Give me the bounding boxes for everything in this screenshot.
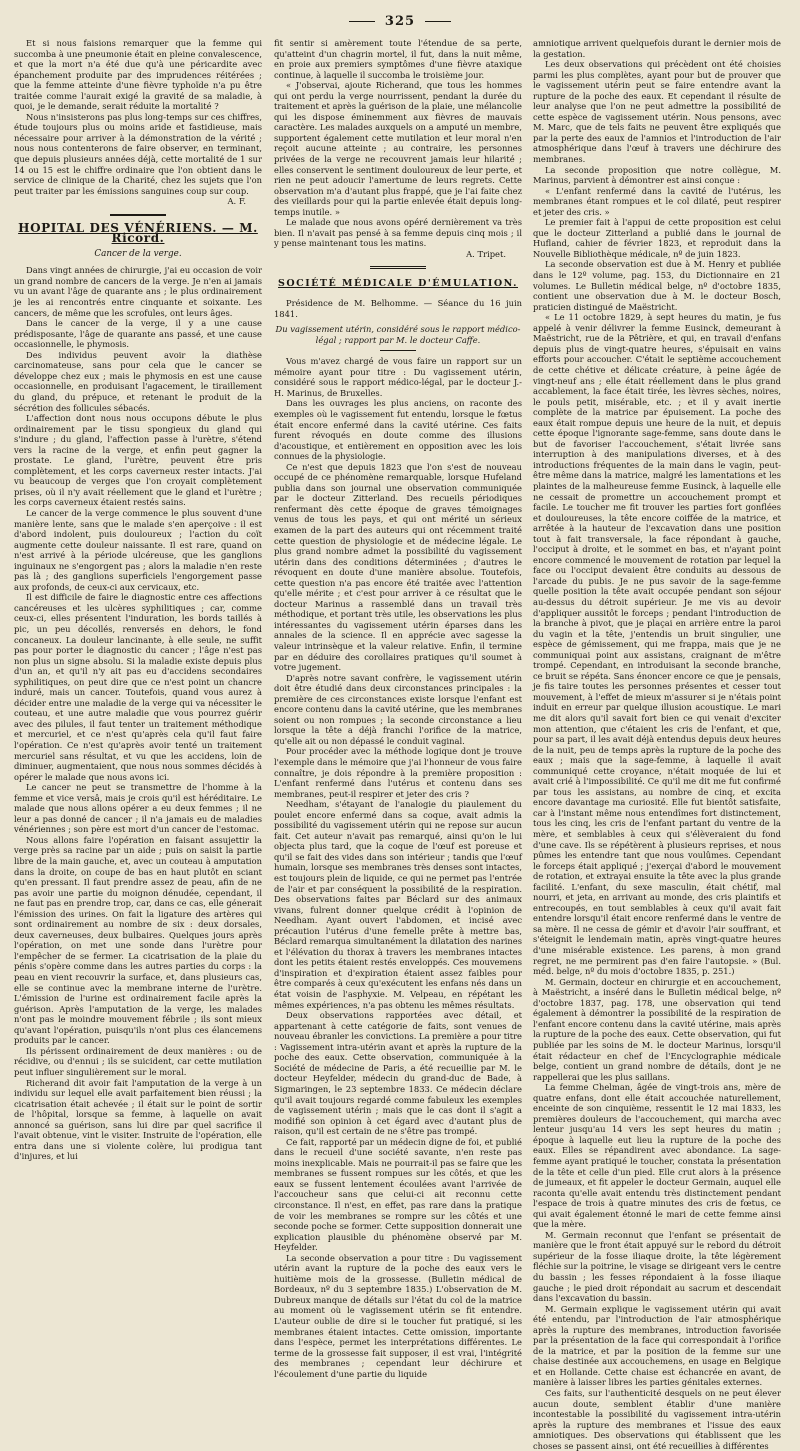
paragraph: Le cancer de la verge commence le plus souvent d'une manière lente, sans que le malade s'en aperçoive : il est d'abord indolent, puis douloureux ; l'action du coït augmente cette douleur naissante. Il est rare, quand on n'est arrivé à la période ulcéreuse, que les ganglions inguinaux ne s'engorgent pas ; alors la maladie n'en reste pas là ; des ganglions superficiels l'engorgement passe aux profonds, de ceux-ci aux cervicaux, etc.: [14, 507, 262, 592]
paragraph: M. Germain, docteur en chirurgie et en accouchement, à Maëstricht, a inséré dans le Bulletin médical belge, nº d'octobre 1837, pag. 178, une observation qui tend également à démontrer la possibilité de la respiration de l'enfant encore contenu dans la cavité utérine, mais après la rupture de la poche des eaux. Cette observation, qui fut publiée par les soins de M. le docteur Marinus, lorsqu'il était rédacteur en chef de l'Encyclographie médicale belge, contient un grand nombre de détails, dont je ne rappellerai que les plus saillans.: [533, 976, 781, 1082]
paragraph: Ils périssent ordinairement de deux manières : ou de récidive, ou d'ennui ; ils se suicident, car cette mutilation peut influer singulièrement sur le moral.: [14, 1045, 262, 1077]
author-signature: A. Tripet.: [466, 248, 506, 259]
paragraph: Vous m'avez chargé de vous faire un rapport sur un mémoire ayant pour titre : Du vagissement utérin, considéré sous le rapport médico-légal, par le docteur J.-H. Marinus, de Bruxelles.: [274, 356, 522, 398]
paragraph: Il est difficile de faire le diagnostic entre ces affections cancéreuses et les ulcères syphilitiques ; car, comme ceux-ci, elles présentent l'induration, les bords taillés à pic, un peu décollés, renversés en dehors, le fond concaneux. La douleur lancinante, à elle seule, ne suffit pas pour porter le diagnostic du cancer ; l'âge n'est pas non plus un signe absolu. Si la maladie existe depuis plus d'un an, et qu'il n'y ait pas eu d'accidens secondaires syphilitiques, on peut dire que ce n'est point un chancre induré, mais un cancer. Toutefois, quand vous aurez à décider entre une maladie de la verge qui va nécessiter le couteau, et une autre maladie que vous pourrez guérir avec des pilules, il faut tenter un traitement méthodique et mercuriel, et ce n'est qu'après cela qu'il faut faire l'opération. Ce n'est qu'après avoir tenté un traitement mercuriel sans résultat, et vu que les accidens, loin de diminuer, augmentaient, que nous nous sommes décidés à opérer le malade que nous avons ici.: [14, 592, 262, 782]
section-separator: [110, 214, 166, 216]
page-number-rule-right: [425, 21, 451, 22]
paragraph: Ces faits, sur l'authenticité desquels on ne peut élever aucun doute, semblent établir d'une manière incontestable la possibilité du vagissement intra-utérin après la rupture des membranes et l'issue des eaux amniotiques. Des observations qui établissent que les choses se passent ainsi, ont été recueillies à différentes: [533, 1388, 781, 1451]
paragraph: « J'observai, ajoute Richerand, que tous les hommes qui ont perdu la verge nourrissent, pendant la durée du traitement et après la guérison de la plaie, une mélancolie qui les dispose éminemment aux fièvres de mauvais caractère. Les malades auxquels on a amputé un membre, supportent également cette mutilation et leur moral n'en reçoit aucune atteinte ; au contraire, les personnes privées de la verge ne recouvrent jamais leur hilarité ; elles conservent le sentiment douloureux de leur perte, et rien ne peut adoucir l'amertume de leurs regrets. Cette observation m'a d'autant plus frappé, que je l'ai faite chez des vieillards pour qui la partie enlevée était depuis long-temps inutile. »: [274, 80, 522, 217]
paragraph: Nous allons faire l'opération en faisant assujettir la verge près sa racine par un aide ; puis on saisit la partie libre de la main gauche, et, avec un couteau à amputation dans la droite, on coupe de bas en haut plutôt en sciant qu'en pressant. Il faut prendre assez de peau, afin de ne pas avoir une partie du moignon dénudée, cependant, il ne faut pas en prendre trop, car, dans ce cas, elle génerait l'émission des urines. On fait la ligature des artères qui sont ordinairement au nombre de six : deux dorsales, deux caverneuses, deux bulbaires. Quelques jours après l'opération, on met une sonde dans l'urètre pour l'empêcher de se fermer. La cicatrisation de la plaie du pénis s'opère comme dans les autres parties du corps : la peau en vient recouvrir la surface, et, dans plusieurs cas, elle se continue avec la membrane interne de l'urètre. L'émission de l'urine est ordinairement facile après la guérison. Après l'amputation de la verge, les malades n'ont pas le moindre mouvement fébrile ; ils sont mieux qu'avant l'opération, puisqu'ils n'ont plus ces élancemens produits par le cancer.: [14, 834, 262, 1046]
paragraph: Le cancer ne peut se transmettre de l'homme à la femme et vice versâ, mais je crois qu'il est héréditaire. Le malade que nous allons opérer a eu deux femmes ; il ne leur a pas donné de cancer ; il n'a jamais eu de maladies vénériennes ; son père est mort d'un cancer de l'estomac.: [14, 782, 262, 835]
column-1: [14, 38, 262, 1186]
paragraph: M. Germain reconnut que l'enfant se présentait de manière que le front était appuyé sur le rebord du détroit supérieur de la fosse iliaque droite, la tête légèrement fléchie sur la poitrine, le visage se dirigeant vers le centre du bassin ; les fesses répondaient à la fosse iliaque gauche ; le pied droit répondait au sacrum et descendait dans l'excavation du bassin.: [533, 1229, 781, 1304]
paragraph: Et si nous faisions remarquer que la femme qui succomba à une pneumonie était en pleine convalescence, et que la mort n'a été due qu'à une péricardite avec épanchement produite par des imprudences réitérées ; que la femme atteinte d'une fièvre typhoïde n'a pu être traitée comme l'aurait exigé la gravité de sa maladie, à quoi, je le demande, serait réduite la mortalité ?: [14, 38, 262, 112]
paragraph: La seconde proposition que notre collègue, M. Marinus, parvient à démontrer est ainsi conçue :: [533, 164, 781, 186]
paragraph: Needham, s'étayant de l'analogie du piaulement du poulet encore enfermé dans sa coque, avait admis la possibilité du vagissement utérin qui ne repose sur aucun fait. Cet auteur n'avait pas remarqué, ainsi qu'on le lui objecta plus tard, que la coque de l'œuf est poreuse et qu'il se fait des vides dans son intérieur ; tandis que l'œuf humain, lorsque ses membranes très denses sont intactes, est toujours plein de liquide, ce qui ne permet pas l'entrée de l'air et par conséquent la possibilité de la respiration. Des observations faites par Béclard sur des animaux vivans, fulrent donner quelque crédit à l'opinion de Needham. Ayant ouvert l'abdomen, et incisé avec précaution l'utérus d'une femelle prête à mettre bas, Béclard remarqua simultanément la dilatation des narines et l'élévation du thorax à travers les membranes intactes dont les petits étaient restés enveloppés. Ces mouvemens d'inspiration et d'expiration étaient assez faibles pour être comparés à ceux qu'exécutent les enfans nés dans un état voisin de l'asphyxie. M. Velpeau, en répétant les mêmes expériences, n'a pas obtenu les mêmes résultats.: [274, 799, 522, 1010]
page-number: [0, 14, 800, 29]
section-heading-hospital: HOPITAL DES VÉNÉRIENS. — M. Ricord.: [18, 220, 258, 246]
paragraph: Dans le cancer de la verge, il y a une cause prédisposante, l'âge de quarante ans passé, et une cause occasionnelle, le phymosis.: [14, 318, 262, 350]
column-3: [533, 38, 781, 1451]
paragraph: Ce n'est que depuis 1823 que l'on s'est de nouveau occupé de ce phénomène remarquable, lorsque Hufeland publia dans son journal une observation communiquée par le docteur Zitterland. Des recueils périodiques renfermant dès cette époque de graves témoignages venus de tous les pays, et qui ont mérité un sérieux examen de la part des auteurs qui ont récemment traité cette question de physiologie et de médecine légale. Le plus grand nombre admet la possibilité du vagissement utérin dans des conditions déterminées ; d'autres le révoquent en doute d'une manière absolue. Toutefois, cette question n'a pas encore été traitée avec l'attention qu'elle mérite ; et c'est pour arriver à ce résultat que le docteur Marinus a rassemblé dans un travail très méthodique, et portant très utile, les observations les plus intéressantes du vagissement utérin éparses dans les annales de la science. Il en apprécie avec sagesse la valeur intrinsèque et la valeur relative. Enfin, il termine par en déduire des corollaires pratiques qu'il soumet à votre jugement.: [274, 461, 522, 673]
paragraph: Nous n'insisterons pas plus long-temps sur ces chiffres, étude toujours plus ou moins aride et fastidieuse, mais nécessaire pour arriver à la démonstration de la vérité ; nous nous contenterons de faire observer, en terminant, que depuis plusieurs années déjà, cette mortalité de 1 sur 14 ou 15 est le chiffre ordinaire que l'on obtient dans le service de clinique de la Charité, chez les sujets que l'on peut traiter par les émissions sanguines coup sur coup.: [14, 111, 262, 196]
paragraph: fit sentir si amèrement toute l'étendue de sa perte, qu'atteint d'un chagrin mortel, il fut, dans la nuit même, en proie aux premiers symptômes d'une fièvre ataxique continue, à laquelle il succomba le troisième jour.: [274, 38, 522, 80]
paragraph: Les deux observations qui précèdent ont été choisies parmi les plus complètes, ayant pour but de prouver que le vagissement utérin peut se faire entendre avant la rupture de la poche des eaux. Et cependant il résulte de leur analyse que l'on ne peut admettre la possibilité de cette espèce de vagissement utérin. Nous pensons, avec M. Marc, que de tels faits ne peuvent être expliqués que par la perte des eaux de l'amnios et l'introduction de l'air atmosphérique dans l'œuf à travers une déchirure des membranes.: [533, 59, 781, 165]
paragraph: Ce fait, rapporté par un médecin digne de foi, et publié dans le recueil d'une société savante, n'en reste pas moins inexplicable. Mais ne pourrait-il pas se faire que les membranes se fussent rompues sur les côtés, et que les eaux se fussent lentement écoulées avant l'arrivée de l'accoucheur sans que celui-ci ait reconnu cette circonstance. Il n'est, en effet, pas rare dans la pratique de voir les membranes se rompre sur les côtés et une seconde poche se former. Cette supposition donnerait une explication plausible du phénomène observé par M. Heyfelder.: [274, 1136, 522, 1253]
page-number-rule-left: [349, 21, 375, 22]
paragraph: L'affection dont nous nous occupons débute le plus ordinairement par le tissu spongieux du gland qui s'indure ; du gland, l'affection passe à l'urètre, s'étend vers la racine de la verge, et enfin peut gagner la prostate. Le gland, l'urètre, peuvent être pris complètement, et les corps caverneux rester intacts. J'ai vu beaucoup de verges que l'on croyait complètement prises, où il n'y avait réellement que le gland et l'urètre ; les corps caverneux étaient restés sains.: [14, 413, 262, 508]
paragraph: amniotique arrivent quelquefois durant le dernier mois de la gestation.: [533, 38, 781, 59]
paragraph: Le premier fait à l'appui de cette proposition est celui que le docteur Zitterland a publié dans le journal de Hufland, cahier de février 1823, et reproduit dans la Nouvelle Bibliothèque médicale, nº de juin 1823.: [533, 217, 781, 259]
title-rule: [380, 350, 416, 351]
session-line: Présidence de M. Belhomme. — Séance du 16 juin 1841.: [274, 298, 522, 319]
paragraph: Dans vingt années de chirurgie, j'ai eu occasion de voir un grand nombre de cancers de la verge. Je n'en ai jamais vu un avant l'âge de quarante ans ; le plus ordinairement je les ai rencontrés entre cinquante et soixante. Les cancers, de même que les scrofules, ont leurs âges.: [14, 265, 262, 318]
author-signature: A. F.: [227, 196, 246, 207]
paragraph: La seconde observation a pour titre : Du vagissement utérin avant la rupture de la poche des eaux vers le huitième mois de la grossesse. (Bulletin médical de Bordeaux, nº du 3 septembre 1835.) L'observation de M. Dubreux manque de détails sur l'état du col de la matrice au moment où le vagissement utérin se fit entendre. L'auteur oublie de dire si le toucher fut pratiqué, si les membranes étaient intactes. Cette omission, importante dans l'espèce, permet les interprétations différentes. Le terme de la grossesse fait supposer, il est vrai, l'intégrité des membranes ; cependant leur déchirure et l'écoulement d'une partie du liquide: [274, 1252, 522, 1379]
section-heading-society: SOCIÉTÉ MÉDICALE D'ÉMULATION.: [278, 278, 518, 290]
report-title: Du vagissement utérin, considéré sous le rapport médico-légal ; rapport par M. le docteur Caffe.: [275, 324, 521, 345]
section-subheading: Cancer de la verge.: [94, 248, 182, 259]
paragraph: Dans les ouvrages les plus anciens, on raconte des exemples où le vagissement fut entendu, lorsque le fœtus était encore enfermé dans la cavité utérine. Ces faits furent révoqués en doute comme des illusions d'acoustique, et entièrement en opposition avec les lois connues de la physiologie.: [274, 398, 522, 462]
paragraph: Deux observations rapportées avec détail, et appartenant à cette catégorie de faits, sont venues de nouveau ébranler les convictions. La première a pour titre : Vagissement intra-utérin avant et après la rupture de la poche des eaux. Cette observation, communiquée à la Société de médecine de Paris, a été recueillie par M. le docteur Heyfelder, médecin du grand-duc de Bade, à Sigmaringen, le 23 septembre 1833. Ce médecin déclare qu'il avait toujours regardé comme fabuleux les exemples de vagissement utérin ; mais que le cas dont il s'agit a modifié son opinion à cet égard avec d'autant plus de raison, qu'il est certain de ne s'être pas trompé.: [274, 1010, 522, 1137]
page-number-text: 325: [384, 14, 416, 29]
paragraph: Pour procéder avec la méthode logique dont je trouve l'exemple dans le mémoire que j'ai l'honneur de vous faire connaître, je dois répondre à la première proposition : L'enfant renfermé dans l'utérus et contenu dans ses membranes, peut-il respirer et jeter des cris ?: [274, 746, 522, 799]
paragraph: D'après notre savant confrère, le vagissement utérin doit être étudié dans deux circonstances principales : la première de ces circonstances existe lorsque l'enfant est encore contenu dans la cavité utérine, que les membranes soient ou non rompues ; la seconde circonstance a lieu lorsque la tête a déjà franchi l'orifice de la matrice, qu'elle ait ou non dépassé le conduit vaginal.: [274, 672, 522, 746]
column-2: [274, 38, 522, 1379]
paragraph: « L'enfant renfermé dans la cavité de l'utérus, les membranes étant rompues et le col dilaté, peut respirer et jeter des cris. »: [533, 185, 781, 217]
section-separator: [370, 266, 426, 269]
paragraph: « Le 11 octobre 1829, à sept heures du matin, je fus appelé à venir délivrer la femme Eusinck, demeurant à Maëstricht, rue de la Pêtrière, et qui, en travail d'enfans depuis plus de vingt-quatre heures, s'épuisait en vains efforts pour accoucher. C'était le septième accouchement de cette chétive et délicate créature, à peine âgée de vingt-neuf ans ; elle était réellement dans le plus grand accablement, la face était tirée, les lèvres sèches, noires, le pouls petit, misérable, etc. ; et il y avait inertie complète de la matrice par épuisement. La poche des eaux était rompue depuis une heure de la nuit, et depuis cette époque l'ignorante sage-femme, sans doute dans le but de favoriser l'accouchement, s'était livrée sans interruption à des manipulations diverses, et à des introductions fréquentes de la main dans le vagin, peut-être même dans la matrice, malgré les lamentations et les plaintes de la malheureuse femme Eusinck, à laquelle elle ne cessait de promettre un accouchement prompt et facile. Le toucher me fit trouver les parties fort gonflées et douloureuses, la tête encore coiffée de la matrice, et arrêtée à la hauteur de l'excavation dans une position tout à fait transversale, la face répondant à gauche, l'occiput à droite, et le sommet en bas, et n'ayant point encore commencé le mouvement de rotation par lequel la face ou l'occiput devaient être conduits au dessous de l'arcade du pubis. Je ne pus savoir de la sage-femme quelle position la tête avait occupée pendant son séjour au-dessus du détroit supérieur. Je me vis au devoir d'appliquer aussitôt le forceps ; pendant l'introduction de la branche à pivot, que je plaçai en arrière entre la paroi du vagin et la tête, j'entendis un bruit singulier, une espèce de gémissement, qui me frappa, mais que je ne communiquai point aux assistans, craignant de m'être trompé. Cependant, en introduisant la seconde branche, ce bruit se répéta. Sans énoncer encore ce que je pensais, je fis taire toutes les personnes présentes et cesser tout mouvement, à l'effet de mieux m'assurer si je n'étais point induit en erreur par quelque illusion acoustique. Le mari me dit alors qu'il savait fort bien ce qui venait d'exciter mon attention, que c'étaient les cris de l'enfant, et que, pour sa part, il les avait déjà entendus depuis deux heures de la nuit, peu de temps après la rupture de la poche des eaux ; mais que la sage-femme, à laquelle il avait communiqué cette croyance, n'était moquée de lui et avait crié à l'impossibilité. Ce qu'il me dit me fut confirmé par tous les assistans, au nombre de cinq, et excita encore davantage ma curiosité. Elle fut bientôt satisfaite, car à l'instant même nous entendîmes fort distinctement, tous les cinq, les cris de l'enfant partant du ventre de la mère, et semblables à ceux qui s'élèveraient du fond d'une cave. Ils se répétèrent à plusieurs reprises, et nous pûmes les entendre tant que nous voulûmes. Cependant le forceps était appliqué ; j'exerçai d'abord le mouvement de rotation, et extrayai ensuite la tête avec la plus grande facilité. L'enfant, du sexe masculin, était chétif, mal nourri, et jeta, en arrivant au monde, des cris plaintifs et entrecoupés, en tout semblables à ceux qu'il avait fait entendre lorsqu'il était encore renfermé dans le ventre de sa mère. Il ne cessa de gémir et d'avoir l'air souffrant, et s'éteignit le lendemain matin, après vingt-quatre heures d'une misérable existence. Les parens, à mon grand regret, ne me permirent pas d'en faire l'autopsie. » (Bul. méd. belge, nº du mois d'octobre 1835, p. 251.): [533, 312, 781, 977]
paragraph: La femme Chelman, âgée de vingt-trois ans, mère de quatre enfans, dont elle était accouchée naturellement, enceinte de son cinquième, ressentit le 12 mai 1833, les premières douleurs de l'accouchement, qui marcha avec lenteur jusqu'au 14 vers les sept heures du matin ; époque à laquelle eut lieu la rupture de la poche des eaux. Elles se répandirent avec abondance. La sage-femme ayant pratiqué le toucher, constata la présentation de la tête et celle d'un pied. Elle crut alors à la présence de jumeaux, et fit appeler le docteur Germain, auquel elle raconta qu'elle avait entendu très distinctement pendant l'espace de trois à quatre minutes des cris de fœtus, ce qui avait également étonné le mari de cette femme ainsi que la mère.: [533, 1082, 781, 1230]
paragraph: Le malade que nous avons opéré dernièrement va très bien. Il n'avait pas pensé à sa femme depuis cinq mois ; il y pense maintenant tous les matins.: [274, 217, 522, 249]
paragraph: Richerand dit avoir fait l'amputation de la verge à un individu sur lequel elle avait parfaitement bien réussi ; la cicatrisation était achevée ; il était sur le point de sortir de l'hôpital, lorsque sa femme, à laquelle on avait annoncé sa guérison, sans lui dire par quel sacrifice il l'avait obtenue, vint le visiter. Instruite de l'opération, elle entra dans une si violente colère, lui prodigua tant d'injures, et lui: [14, 1077, 262, 1162]
paragraph: La seconde observation est due à M. Henry et publiée dans le 12º volume, pag. 153, du Dictionnaire en 21 volumes. Le Bulletin médical belge, nº d'octobre 1835, contient une observation due à M. le docteur Bosch, praticien distingué de Maëstricht.: [533, 259, 781, 312]
paragraph: M. Germain explique le vagissement utérin qui avait été entendu, par l'introduction de l'air atmosphérique après la rupture des membranes, introduction favorisée par la présentation de la face qui correspondait à l'orifice de la matrice, et par la position de la femme sur une chaise destinée aux accouchemens, en usage en Belgique et en Hollande. Cette chaise est échancrée en avant, de manière à laisser libres les parties génitales externes.: [533, 1303, 781, 1388]
paragraph: Des individus peuvent avoir la diathèse carcinomateuse, sans pour cela que le cancer se développe chez eux ; mais le phymosis en est une cause occasionnelle, en produisant l'agacement, le tiraillement du gland, du prépuce, et retenant le produit de la sécrétion des follicules sébacés.: [14, 349, 262, 413]
